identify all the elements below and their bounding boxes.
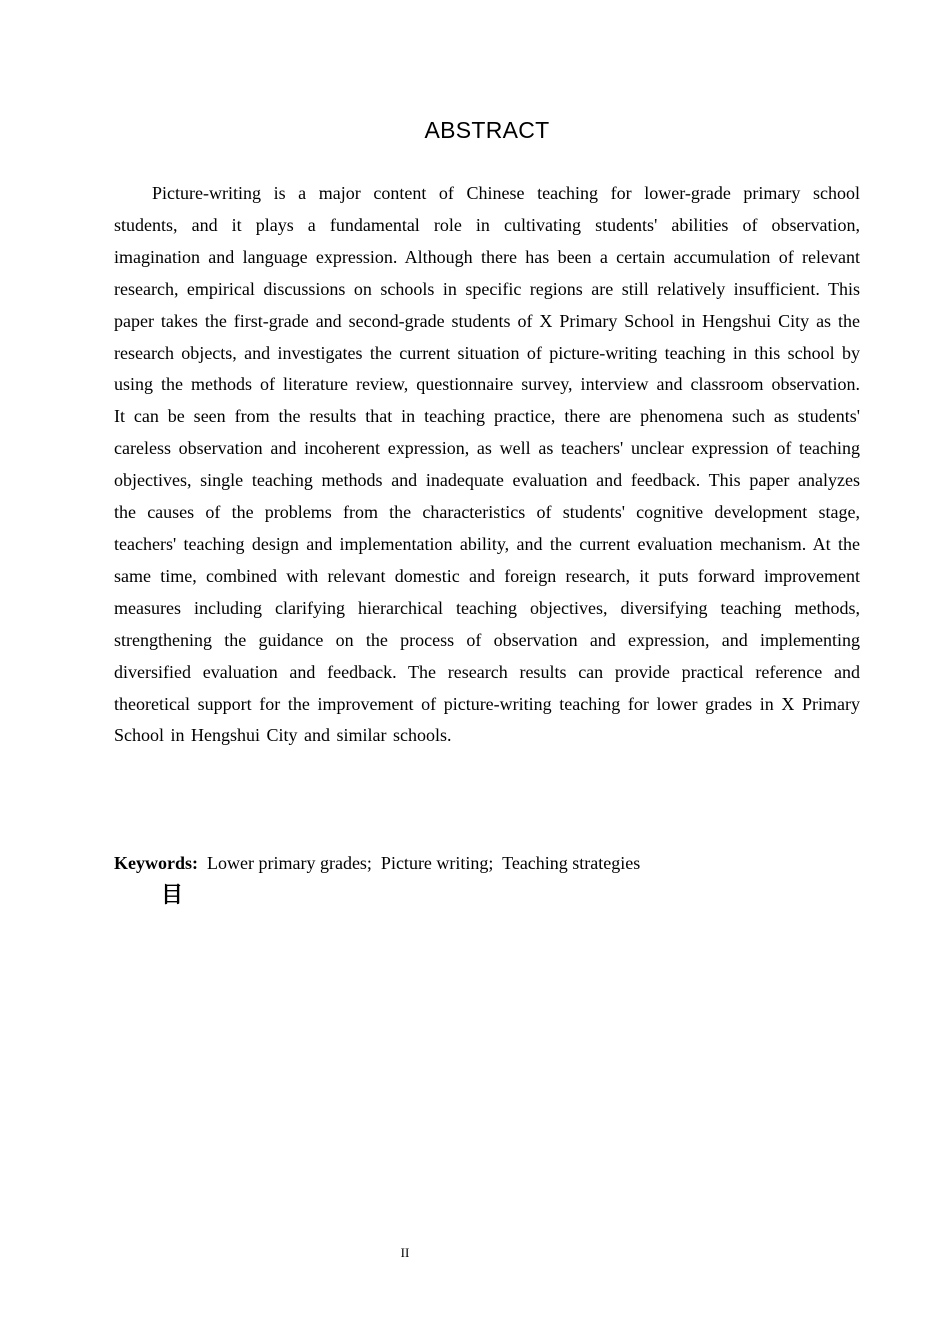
page-number: II — [400, 1245, 410, 1260]
abstract-title: ABSTRACT — [424, 117, 550, 143]
abstract-body: Picture-writing is a major content of Chinese teaching for lower-grade primary school students, and it plays a fundamental role in cultivating students' abilities of observation, imagination and language expression. Although there has been a certain accumulation of relevant research, empirical discussions on schools in specific regions are still relatively insufficient. This paper takes the first-grade and second-grade students of X Primary School in Hengshui City as the research objects, and investigates the current situation of picture-writing teaching in this school by using the methods of literature review, questionnaire survey, interview and classroom observation. It can be seen from the results that in teaching practice, there are phenomena such as students' careless observation and incoherent expression, as well as teachers' unclear expression of teaching objectives, single teaching methods and inadequate evaluation and feedback. This paper analyzes the causes of the problems from the characteristics of students' cognitive development stage, teachers' teaching design and implementation ability, and the current evaluation mechanism. At the same time, combined with relevant domestic and foreign research, it puts forward improvement measures including clarifying hierarchical teaching objectives, diversifying teaching methods, strengthening the guidance on the process of observation and expression, and implementing diversified evaluation and feedback. The research results can provide practical reference and theoretical support for the improvement of picture-writing teaching for lower grades in X Primary School in Hengshui City and similar schools. — [114, 183, 860, 746]
keywords-list: Lower primary grades; Picture writing; Teaching strategies — [198, 853, 641, 873]
toc-heading-fragment: 目 — [161, 883, 184, 908]
keywords-label: Keywords: — [114, 853, 198, 873]
keywords-line — [114, 849, 860, 877]
